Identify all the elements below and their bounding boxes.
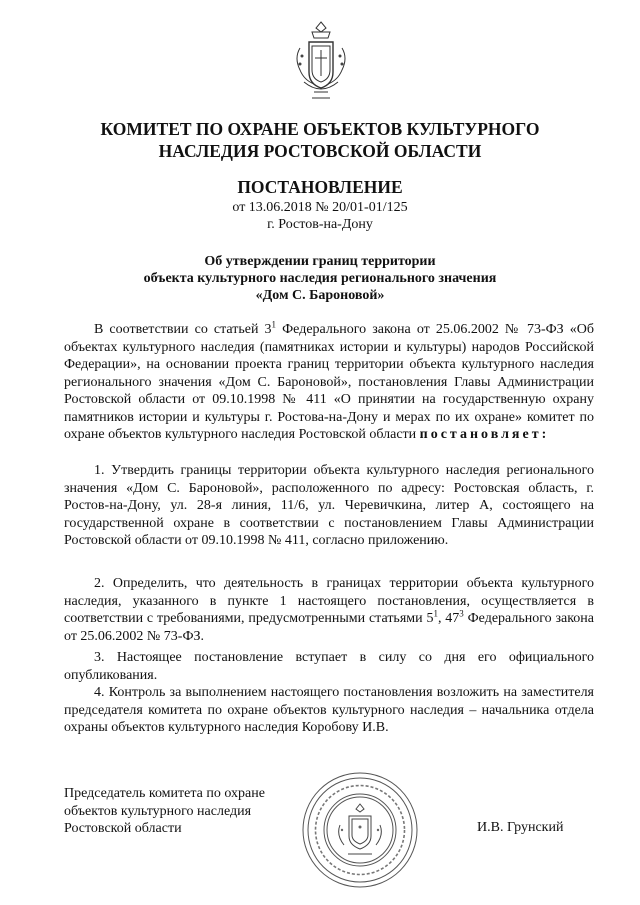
item-1: 1. Утвердить границы территории объекта культурного наследия регионального значения «Дом С. Бароновой», расположенного по адресу: Ростовская область, г. Ростов-на-Дону, ул. 28-я линия, 11/6, ул. Черевичкина, литер А, состоящего на государственной охране в соответствии с постановлением Главы Администрации Ростовской области от 09.10.1998 № 411, согласно приложению. [64,463,594,548]
signatory-title-line-3: Ростовской области [64,821,182,836]
item-2-sup-2: 3 [459,608,464,619]
document-type: ПОСТАНОВЛЕНИЕ [237,177,403,197]
preamble-text-1: В соответствии со статьей 3 [94,322,272,337]
item-2-text-b: , 47 [437,611,460,626]
subject-line-3: «Дом С. Бароновой» [255,288,385,303]
signatory-name: И.В. Грунский [477,820,564,835]
item-3: 3. Настоящее постановление вступает в силу со дня его официального опубликования. [64,650,594,683]
official-seal-stamp [300,770,420,890]
org-line-1: КОМИТЕТ ПО ОХРАНЕ ОБЪЕКТОВ КУЛЬТУРНОГО [100,119,540,139]
item-4: 4. Контроль за выполнением настоящего постановления возложить на заместителя председателя комитета по охране объектов культурного наследия – начальника отдела охраны объектов культурного наследия Коробову И.В. [64,685,594,735]
signatory-title-line-1: Председатель комитета по охране [64,786,265,801]
signatory-title [64,785,265,838]
coat-of-arms-emblem [292,18,350,104]
preamble-text-2: Федерального закона от 25.06.2002 № 73-ФЗ «Об объектах культурного наследия (памятниках истории и культуры) народов Российской Федерации», на основании проекта границ территории объекта культурного наследия регионального значения «Дом С. Бароновой», постановления Главы Администрации Ростовской области от 09.10.1998 № 411 «О принятии на государственную охрану памятников истории и культуры г. Ростова-на-Дону и мерах по их охране» комитет по охране объектов культурного наследия Ростовской области [64,322,594,442]
subject-line-1: Об утверждении границ территории [204,254,436,269]
org-line-2: НАСЛЕДИЯ РОСТОВСКОЙ ОБЛАСТИ [158,141,482,161]
organization-name [0,118,640,162]
city: г. Ростов-на-Дону [267,217,373,232]
preamble-paragraph [64,321,594,444]
signatory-title-line-2: объектов культурного наследия [64,803,252,819]
item-2-text-c: Федерального закона от 25.06.2002 № 73-ФЗ. [64,611,595,644]
document-subject [0,253,640,304]
date-number: от 13.06.2018 № 20/01-01/125 [232,200,408,215]
preamble-superscript: 1 [271,319,277,330]
document-meta [0,199,640,233]
resolves-word: постановляет: [419,427,550,442]
item-2-text-a: 2. Определить, что деятельность в границах территории объекта культурного наследия, указанного в пункте 1 настоящего постановления, осуществляется в соответствии с требованиями, предусмотренными статьями 5 [64,576,594,626]
item-2-sup-1: 1 [433,608,438,619]
item-2 [64,575,594,645]
subject-line-2: объекта культурного наследия регионального значения [143,271,497,286]
